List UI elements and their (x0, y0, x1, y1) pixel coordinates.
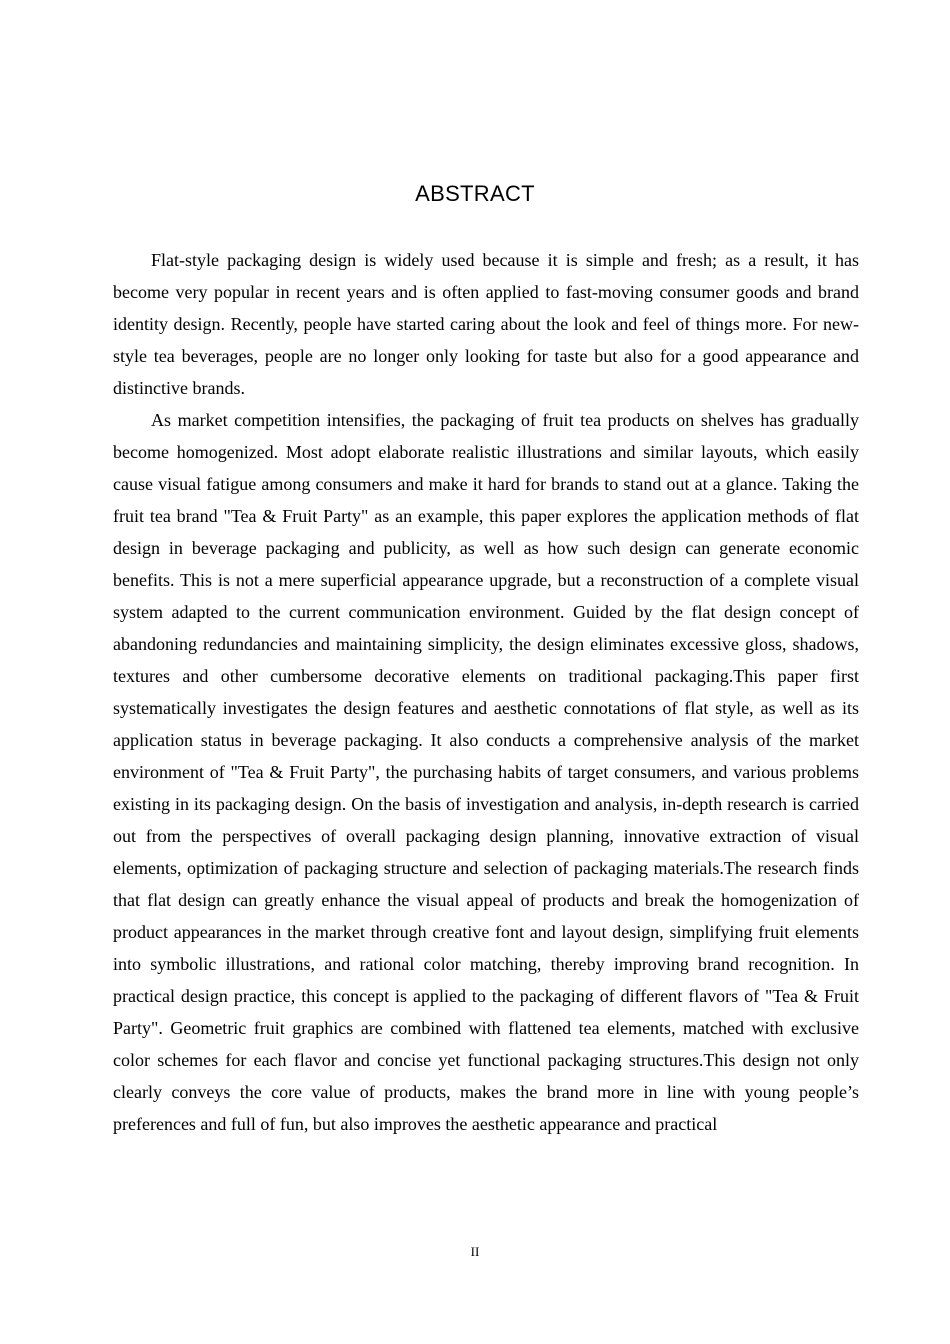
abstract-body (113, 244, 859, 1140)
page-number: II (470, 1244, 480, 1259)
abstract-paragraph-2: As market competition intensifies, the packaging of fruit tea products on shelves has gradually become homogenized. Most adopt elaborate realistic illustrations and similar layouts, which easily cause visual fatigue among consumers and make it hard for brands to stand out at a glance. Taking the fruit tea brand "Tea & Fruit Party" as an example, this paper explores the application methods of flat design in beverage packaging and publicity, as well as how such design can generate economic benefits. This is not a mere superficial appearance upgrade, but a reconstruction of a complete visual system adapted to the current communication environment. Guided by the flat design concept of abandoning redundancies and maintaining simplicity, the design eliminates excessive gloss, shadows, textures and other cumbersome decorative elements on traditional packaging.This paper first systematically investigates the design features and aesthetic connotations of flat style, as well as its application status in beverage packaging. It also conducts a comprehensive analysis of the market environment of "Tea & Fruit Party", the purchasing habits of target consumers, and various problems existing in its packaging design. On the basis of investigation and analysis, in-depth research is carried out from the perspectives of overall packaging design planning, innovative extraction of visual elements, optimization of packaging structure and selection of packaging materials.The research finds that flat design can greatly enhance the visual appeal of products and break the homogenization of product appearances in the market through creative font and layout design, simplifying fruit elements into symbolic illustrations, and rational color matching, thereby improving brand recognition. In practical design practice, this concept is applied to the packaging of different flavors of "Tea & Fruit Party". Geometric fruit graphics are combined with flattened tea elements, matched with exclusive color schemes for each flavor and concise yet functional packaging structures.This design not only clearly conveys the core value of products, makes the brand more in line with young people’s preferences and full of fun, but also improves the aesthetic appearance and practical (113, 410, 859, 1134)
abstract-paragraph-1: Flat-style packaging design is widely used because it is simple and fresh; as a result, it has become very popular in recent years and is often applied to fast-moving consumer goods and brand identity design. Recently, people have started caring about the look and feel of things more. For new-style tea beverages, people are no longer only looking for taste but also for a good appearance and distinctive brands. (113, 250, 859, 398)
abstract-heading: ABSTRACT (415, 181, 535, 206)
